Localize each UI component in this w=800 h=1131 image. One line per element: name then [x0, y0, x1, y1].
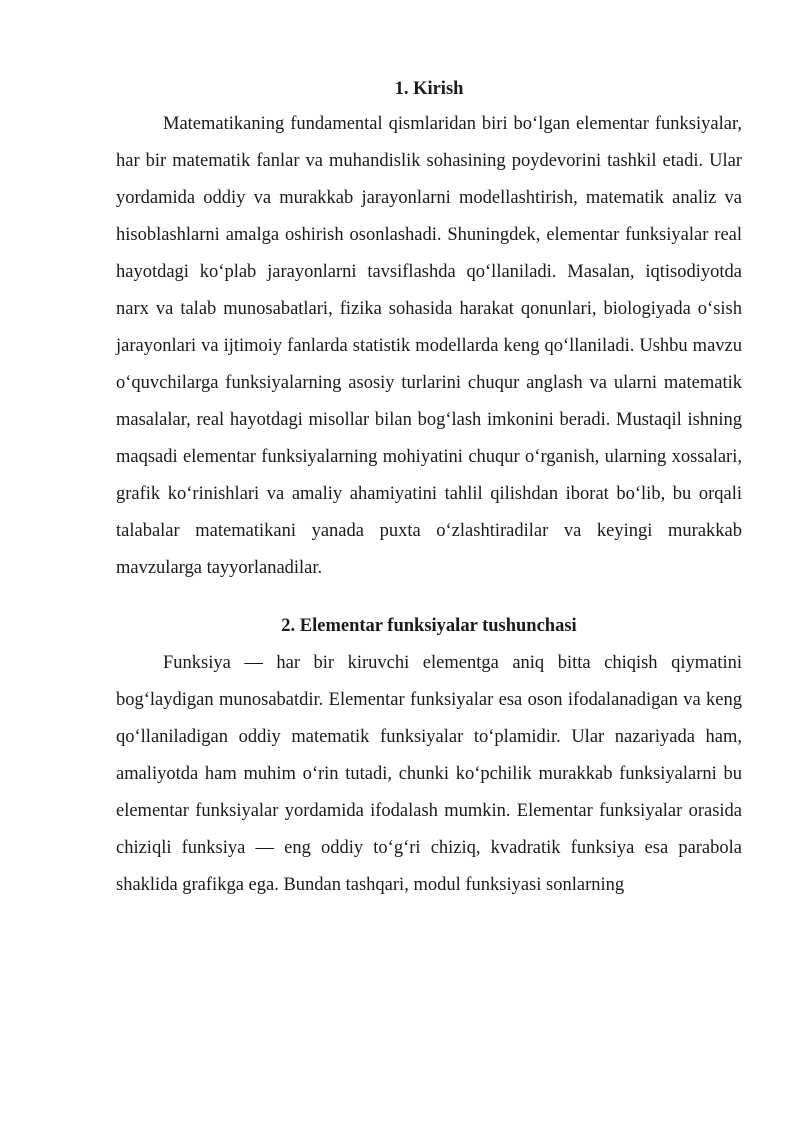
section-heading-elementar-funksiyalar: 2. Elementar funksiyalar tushunchasi [281, 616, 577, 636]
section-paragraph-elementar-funksiyalar: Funksiya — har bir kiruvchi elementga aniq bitta chiqish qiymatini bog‘laydigan munosabatdir. Elementar funksiyalar esa oson ifodalanadigan va keng qo‘llaniladigan oddiy matematik funksiyalar to‘plamidir. Ular nazariyada ham, amaliyotda ham muhim o‘rin tutadi, chunki ko‘pchilik murakkab funksiyalarni bu elementar funksiyalar yordamida ifodalash mumkin. Elementar funksiyalar orasida chiziqli funksiya — eng oddiy to‘g‘ri chiziq, kvadratik funksiya esa parabola shaklida grafikga ega. Bundan tashqari, modul funksiyasi sonlarning [116, 653, 742, 895]
section-heading-kirish: 1. Kirish [394, 79, 464, 99]
section-paragraph-kirish: Matematikaning fundamental qismlaridan biri bo‘lgan elementar funksiyalar, har bir matematik fanlar va muhandislik sohasining poydevorini tashkil etadi. Ular yordamida oddiy va murakkab jarayonlarni modellashtirish, matematik analiz va hisoblashlarni amalga oshirish osonlashadi. Shuningdek, elementar funksiyalar real hayotdagi ko‘plab jarayonlarni tavsiflashda qo‘llaniladi. Masalan, iqtisodiyotda narx va talab munosabatlari, fizika sohasida harakat qonunlari, biologiyada o‘sish jarayonlari va ijtimoiy fanlarda statistik modellarda keng qo‘llaniladi. Ushbu mavzu o‘quvchilarga funksiyalarning asosiy turlarini chuqur anglash va ularni matematik masalalar, real hayotdagi misollar bilan bog‘lash imkonini beradi. Mustaqil ishning maqsadi elementar funksiyalarning mohiyatini chuqur o‘rganish, ularning xossalari, grafik ko‘rinishlari va amaliy ahamiyatini tahlil qilishdan iborat bo‘lib, bu orqali talabalar matematikani yanada puxta o‘zlashtiradilar va keyingi murakkab mavzularga tayyorlanadilar. [116, 114, 742, 578]
document-body [116, 76, 742, 904]
